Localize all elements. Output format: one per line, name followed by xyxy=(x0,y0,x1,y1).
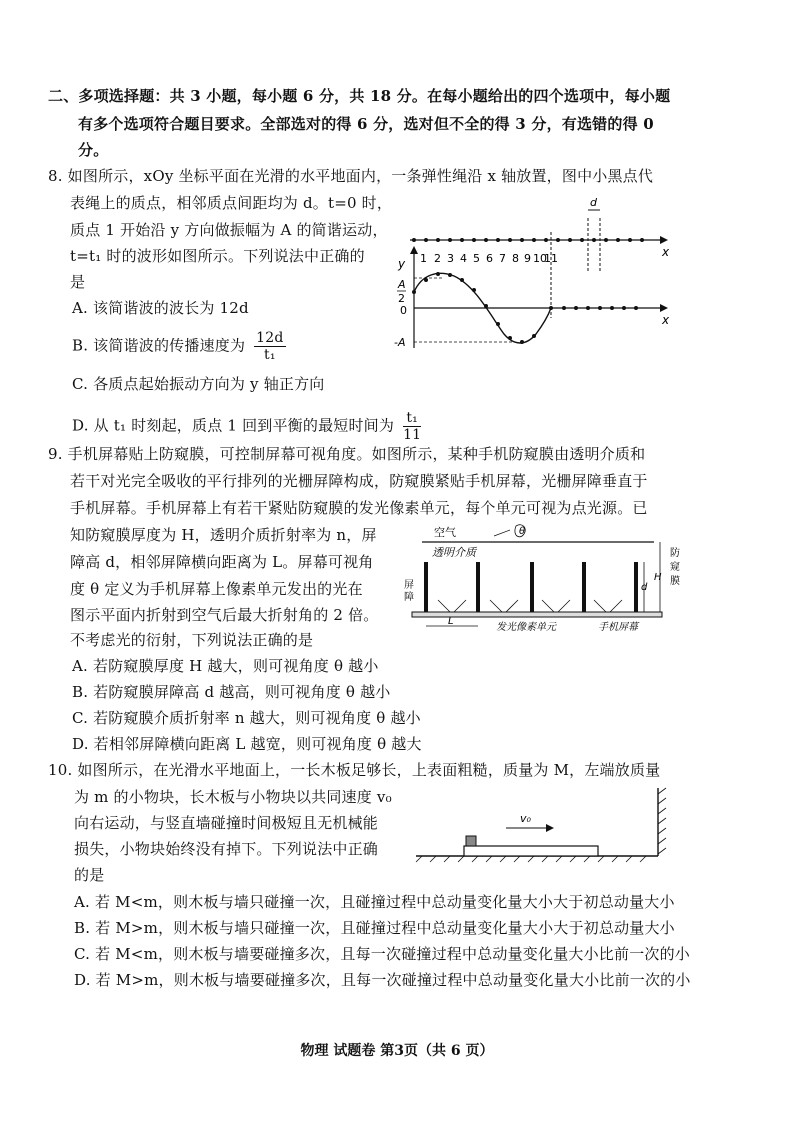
q10-stem-line4: 损失，小物块始终没有掉下。下列说法中正确 xyxy=(74,840,379,858)
svg-text:7: 7 xyxy=(499,252,506,265)
q8-half-label: 2 xyxy=(398,292,405,305)
q8-option-b-text: B. 该简谐波的传播速度为 xyxy=(72,336,246,355)
svg-text:4: 4 xyxy=(460,252,467,265)
q8-point-numbers xyxy=(420,252,558,265)
q9-stem-line7: 图示平面内折射到空气后最大折射角的 2 倍。 xyxy=(70,606,379,624)
q8-option-a: A. 该简谐波的波长为 12d xyxy=(72,299,249,317)
q9-stem-line8: 不考虑光的衍射，下列说法正确的是 xyxy=(70,631,314,649)
section-heading-line3: 分。 xyxy=(78,141,109,159)
q8-y-axis-arrow xyxy=(410,246,418,254)
q9-option-c: C. 若防窥膜介质折射率 n 越大，则可视角度 θ 越小 xyxy=(72,709,421,727)
q8-option-d xyxy=(72,410,421,443)
q10-stem-line2: 为 m 的小物块，长木板与小物块以共同速度 v₀ xyxy=(74,788,392,806)
q9-theta-label: θ xyxy=(519,526,526,537)
q9-option-d: D. 若相邻屏障横向距离 L 越宽，则可视角度 θ 越大 xyxy=(72,735,422,753)
q8-stem-line1: 8. 如图所示，xOy 坐标平面在光滑的水平地面内，一条弹性绳沿 x 轴放置，图中小黑点代 xyxy=(48,167,654,185)
q8-stem-line5: 是 xyxy=(70,273,86,291)
q10-stem-line5: 的是 xyxy=(74,866,105,884)
q8-d-label: d xyxy=(590,196,597,209)
q8-upper-axis-arrow xyxy=(660,236,668,244)
q10-option-c: C. 若 M<m，则木板与墙要碰撞多次，且每一次碰撞过程中总动量变化量大小比前一次的小 xyxy=(74,945,691,963)
q9-film-label-3: 膜 xyxy=(670,576,680,587)
svg-text:10: 10 xyxy=(533,252,547,265)
q9-stem-line2: 若干对光完全吸收的平行排列的光栅屏障构成，防窥膜紧贴手机屏幕，光栅屏障垂直于 xyxy=(70,472,648,490)
q8-upper-x-label: x xyxy=(662,245,670,259)
q8-neg-amp-label: -A xyxy=(394,336,406,349)
q8-option-d-fraction xyxy=(403,410,421,443)
q8-stem-line4: t=t₁ 时的波形如图所示。下列说法中正确的 xyxy=(70,247,365,265)
q10-small-block xyxy=(466,836,476,846)
q10-stem-line1: 10. 如图所示，在光滑水平地面上，一长木板足够长，上表面粗糙，质量为 M，左端放质量 xyxy=(48,761,661,779)
svg-text:3: 3 xyxy=(447,252,454,265)
section-heading: 二、多项选择题：共 3 小题，每小题 6 分，共 18 分。在每小题给出的四个选项中，每小题 xyxy=(48,87,671,105)
q9-stem-line6: 度 θ 定义为手机屏幕上像素单元发出的光在 xyxy=(70,580,363,598)
q8-lower-axis-arrow xyxy=(660,304,668,312)
q8-y-label: y xyxy=(398,257,406,271)
q9-film-label-1: 防 xyxy=(670,548,680,559)
q9-barrier-label-2: 障 xyxy=(404,592,414,603)
svg-text:9: 9 xyxy=(524,252,531,265)
q8-b-denominator: t₁ xyxy=(264,347,276,363)
q8-d-numerator: t₁ xyxy=(403,410,421,427)
q9-option-b: B. 若防窥膜屏障高 d 越高，则可视角度 θ 越小 xyxy=(72,683,391,701)
q9-stem-line5: 障高 d，相邻屏障横向距离为 L。屏幕可视角 xyxy=(70,553,374,571)
q9-pixel-label: 发光像素单元 xyxy=(496,622,556,633)
q8-d-denominator: 11 xyxy=(403,427,422,443)
q9-H-label: H xyxy=(654,572,662,583)
q9-ray-air xyxy=(494,530,510,536)
q8-option-b xyxy=(72,330,286,363)
q8-stem-line3: 质点 1 开始沿 y 方向做振幅为 A 的简谐运动， xyxy=(70,221,388,239)
q8-option-d-text: D. 从 t₁ 时刻起，质点 1 回到平衡的最短时间为 xyxy=(72,416,395,435)
q9-film-label-2: 窥 xyxy=(670,562,680,573)
q10-v0-label: v₀ xyxy=(520,812,531,825)
svg-text:11: 11 xyxy=(544,252,558,265)
q9-L-label: L xyxy=(448,616,454,627)
svg-text:8: 8 xyxy=(512,252,519,265)
q9-stem-line1: 9. 手机屏幕贴上防窥膜，可控制屏幕可视角度。如图所示，某种手机防窥膜由透明介质和 xyxy=(48,445,646,463)
q10-option-b: B. 若 M>m，则木板与墙只碰撞一次，且碰撞过程中总动量变化量大小大于初总动量大小 xyxy=(74,919,675,937)
q9-barrier-label-1: 屏 xyxy=(404,580,414,591)
q9-screen-label: 手机屏幕 xyxy=(598,622,638,633)
q9-privacy-film-figure xyxy=(398,520,688,635)
svg-text:2: 2 xyxy=(434,252,441,265)
q10-long-board xyxy=(464,846,598,856)
q9-air-label: 空气 xyxy=(434,526,456,539)
q10-wall-hatch xyxy=(658,788,666,854)
page-footer: 物理 试题卷 第3页（共 6 页） xyxy=(300,1043,494,1059)
q8-amp-label: A xyxy=(398,278,406,291)
q10-velocity-arrowhead xyxy=(546,824,554,832)
q10-board-wall-figure xyxy=(412,784,674,864)
q9-option-a: A. 若防窥膜厚度 H 越大，则可视角度 θ 越小 xyxy=(72,657,379,675)
q10-stem-line3: 向右运动，与竖直墙碰撞时间极短且无机械能 xyxy=(74,814,379,832)
section-heading-line2: 有多个选项符合题目要求。全部选对的得 6 分，选对但不全的得 3 分，有选错的得 0 xyxy=(78,115,654,133)
q8-stem-line2: 表绳上的质点，相邻质点间距均为 d。t=0 时， xyxy=(70,194,393,212)
q9-stem-line4: 知防窥膜厚度为 H，透明介质折射率为 n，屏 xyxy=(70,526,377,544)
svg-text:1: 1 xyxy=(420,252,427,265)
q8-option-c: C. 各质点起始振动方向为 y 轴正方向 xyxy=(72,375,325,393)
svg-text:6: 6 xyxy=(486,252,493,265)
q8-b-numerator: 12d xyxy=(256,330,284,346)
svg-text:5: 5 xyxy=(473,252,480,265)
q9-medium-label: 透明介质 xyxy=(432,546,476,559)
q8-lower-x-label: x xyxy=(662,313,670,327)
q9-barriers xyxy=(424,562,638,612)
q8-option-b-fraction xyxy=(254,330,285,363)
q8-wave-figure xyxy=(392,188,682,360)
q10-ground-hatch xyxy=(416,856,646,862)
q9-stem-line3: 手机屏幕。手机屏幕上有若干紧贴防窥膜的发光像素单元，每个单元可视为点光源。已 xyxy=(70,499,648,517)
q9-d-label: d xyxy=(641,582,648,593)
q10-option-d: D. 若 M>m，则木板与墙要碰撞多次，且每一次碰撞过程中总动量变化量大小比前一次的小 xyxy=(74,971,691,989)
q10-option-a: A. 若 M<m，则木板与墙只碰撞一次，且碰撞过程中总动量变化量大小大于初总动量大小 xyxy=(74,893,675,911)
q8-origin-label: 0 xyxy=(400,304,407,317)
